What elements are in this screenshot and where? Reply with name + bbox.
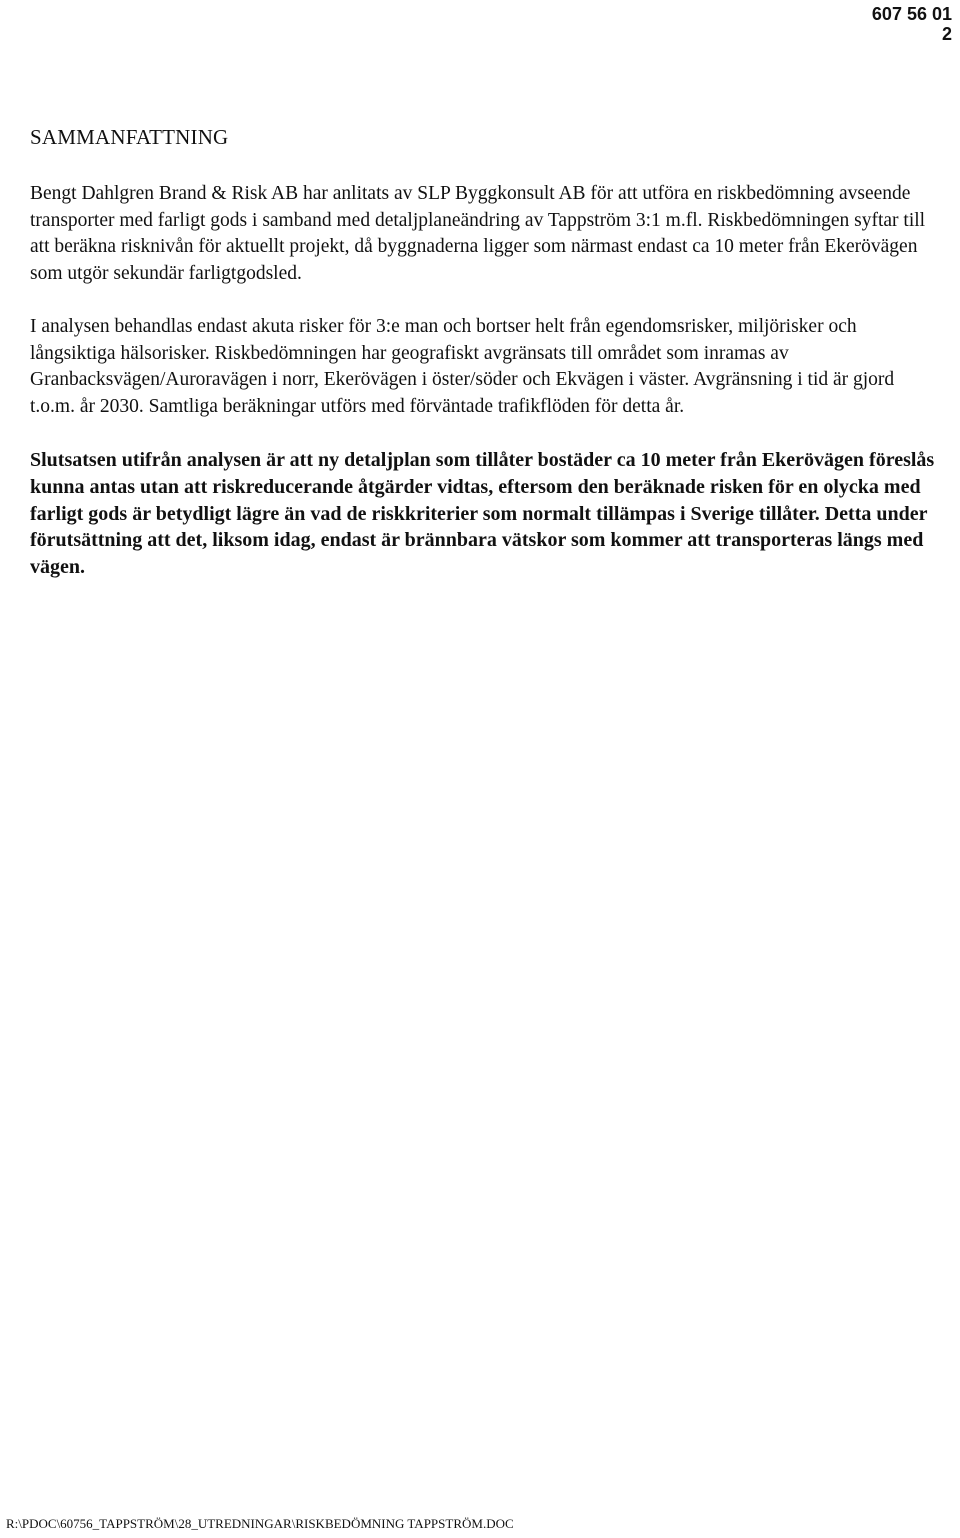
document-body [30,123,935,608]
section-heading: SAMMANFATTNING [30,125,229,149]
paragraph-conclusion: Slutsatsen utifrån analysen är att ny detaljplan som tillåter bostäder ca 10 meter från Ekerövägen föreslås kunna antas utan att riskreducerande åtgärder vidtas, eftersom den beräknade risken för en olycka med farligt gods är betydligt lägre än vad de riskkriterier som normalt tillämpas i Sverige tillåter. Detta under förutsättning att det, liksom idag, endast är brännbara vätskor som kommer att transporteras längs med vägen. [30,449,935,579]
paragraph-scope: I analysen behandlas endast akuta risker för 3:e man och bortser helt från egendomsrisker, miljörisker och långsiktiga hälsorisker. Riskbedömningen har geografiskt avgränsats till området som inramas av Granbacksvägen/Auroravägen i norr, Ekerövägen i öster/söder och Ekvägen i väster. Avgränsning i tid är gjord t.o.m. år 2030. Samtliga beräkningar utförs med förväntade trafikflöden för detta år. [30,316,895,417]
paragraph-intro: Bengt Dahlgren Brand & Risk AB har anlitats av SLP Byggkonsult AB för att utföra en riskbedömning avseende transporter med farligt gods i samband med detaljplaneändring av Tappström 3:1 m.fl. Riskbedömningen syftar till att beräkna risknivån för aktuellt projekt, då byggnaderna ligger som närmast endast ca 10 meter från Ekerövägen som utgör sekundär farligtgodsled. [30,183,926,284]
page-header [872,4,952,44]
page-number: 2 [941,24,952,44]
document-number: 607 56 01 [871,4,952,24]
file-path-footer: R:\PDOC\60756_TAPPSTRÖM\28_UTREDNINGAR\RISKBEDÖMNING TAPPSTRÖM.DOC [6,1516,514,1531]
